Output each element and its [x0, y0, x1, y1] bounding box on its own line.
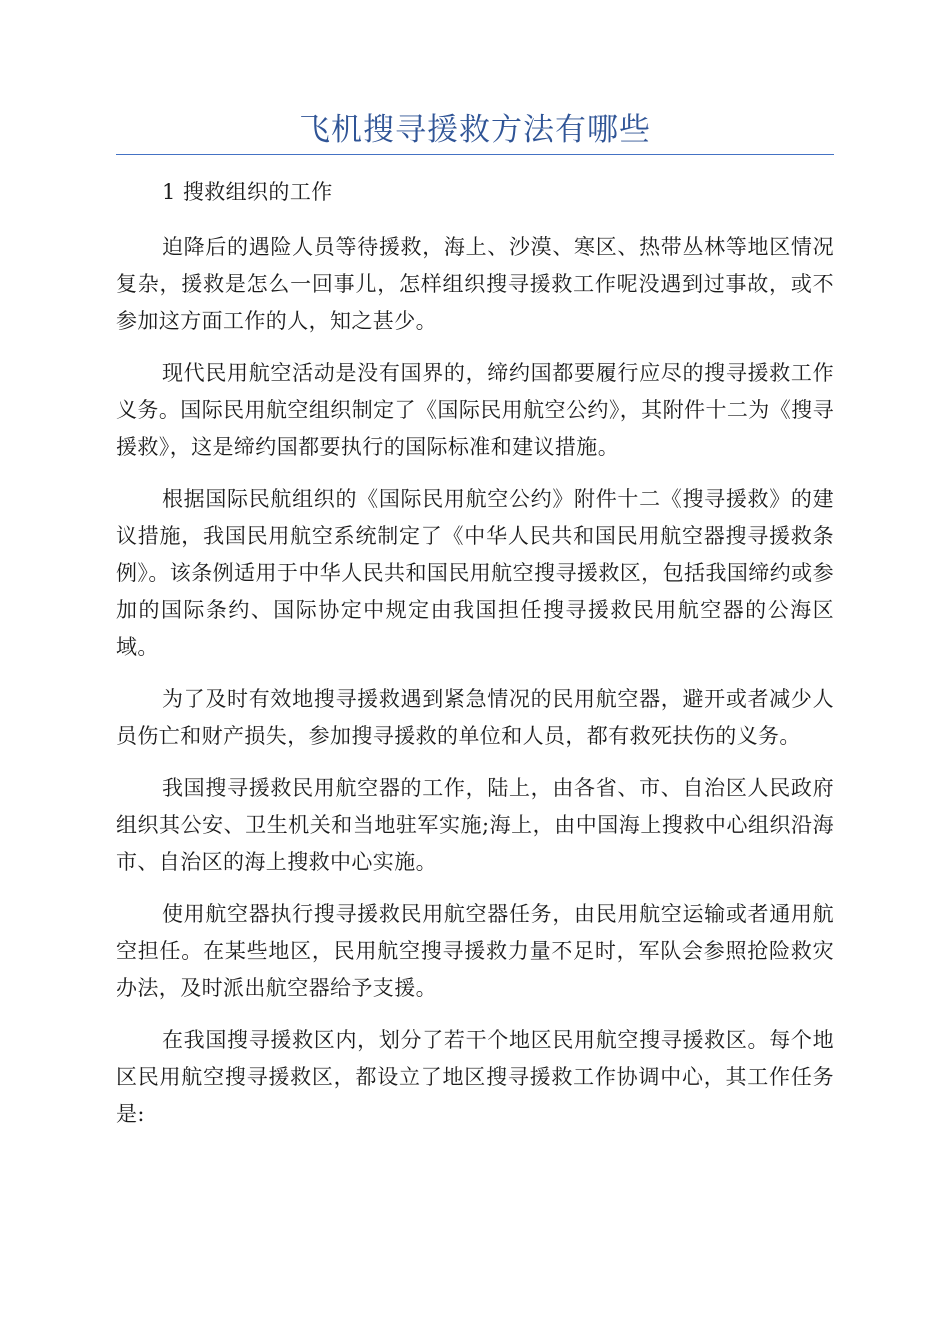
- paragraph: 迫降后的遇险人员等待援救，海上、沙漠、寒区、热带丛林等地区情况复杂，援救是怎么一回事儿，怎样组织搜寻援救工作呢没遇到过事故，或不参加这方面工作的人，知之甚少。: [116, 235, 834, 333]
- document-title: 飞机搜寻援救方法有哪些: [299, 112, 651, 148]
- document-body: [116, 174, 834, 1148]
- paragraph: 为了及时有效地搜寻援救遇到紧急情况的民用航空器，避开或者减少人员伤亡和财产损失，参加搜寻援救的单位和人员，都有救死扶伤的义务。: [116, 687, 834, 748]
- paragraph: 现代民用航空活动是没有国界的，缔约国都要履行应尽的搜寻援救工作义务。国际民用航空组织制定了《国际民用航空公约》，其附件十二为《搜寻援救》，这是缔约国都要执行的国际标准和建议措施。: [116, 361, 834, 459]
- paragraph: 根据国际民航组织的《国际民用航空公约》附件十二《搜寻援救》的建议措施，我国民用航空系统制定了《中华人民共和国民用航空器搜寻援救条例》。该条例适用于中华人民共和国民用航空搜寻援救区，包括我国缔约或参加的国际条约、国际协定中规定由我国担任搜寻援救民用航空器的公海区域。: [116, 487, 834, 659]
- paragraph: 我国搜寻援救民用航空器的工作，陆上，由各省、市、自治区人民政府组织其公安、卫生机关和当地驻军实施;海上，由中国海上搜救中心组织沿海市、自治区的海上搜救中心实施。: [116, 776, 834, 874]
- paragraph: 使用航空器执行搜寻援救民用航空器任务，由民用航空运输或者通用航空担任。在某些地区，民用航空搜寻援救力量不足时，军队会参照抢险救灾办法，及时派出航空器给予支援。: [116, 902, 834, 1000]
- paragraph: 在我国搜寻援救区内，划分了若干个地区民用航空搜寻援救区。每个地区民用航空搜寻援救区，都设立了地区搜寻援救工作协调中心，其工作任务是:: [116, 1028, 834, 1126]
- section-heading: 1 搜救组织的工作: [162, 180, 333, 204]
- title-underline: [116, 154, 834, 155]
